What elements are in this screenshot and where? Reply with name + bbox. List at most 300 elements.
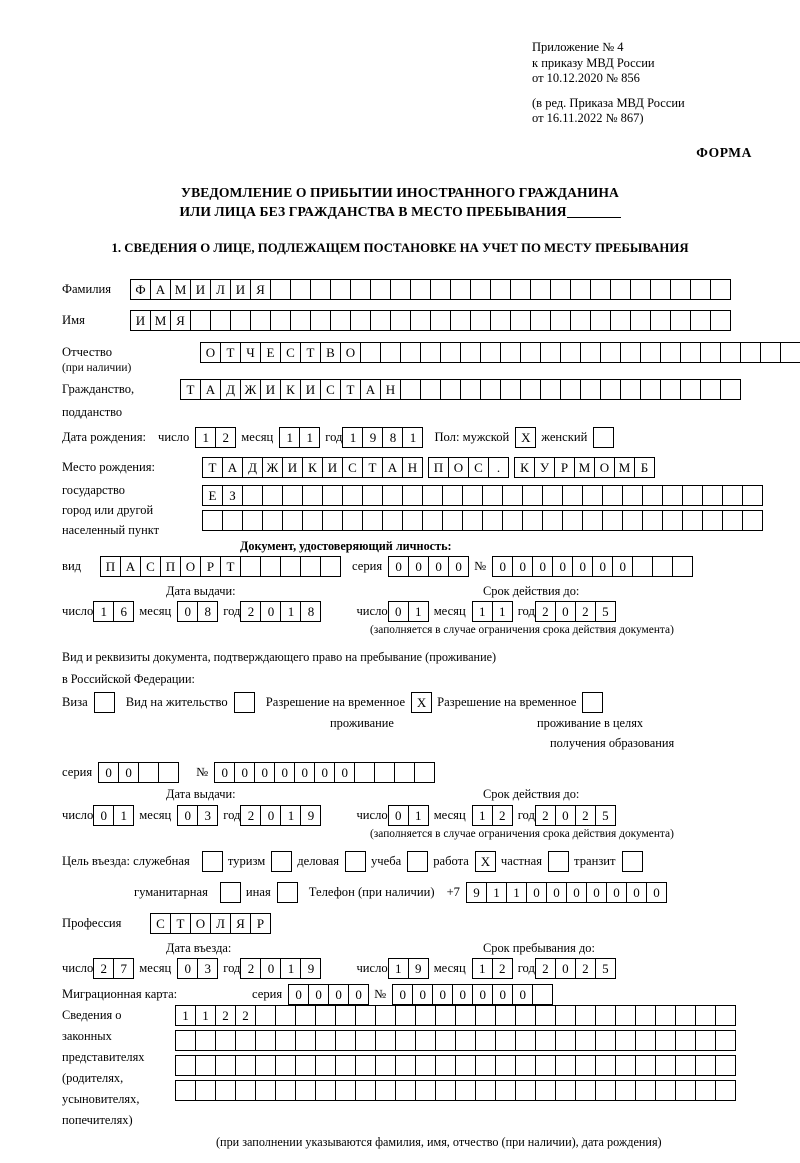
form-cell[interactable] <box>475 1055 496 1076</box>
form-cell[interactable] <box>522 485 543 506</box>
form-cell[interactable]: 2 <box>215 427 236 448</box>
permit-valid-day-input[interactable] <box>388 805 428 826</box>
form-cell[interactable]: 8 <box>300 601 321 622</box>
form-cell[interactable] <box>582 692 603 713</box>
form-cell[interactable]: М <box>150 310 171 331</box>
form-cell[interactable] <box>370 279 391 300</box>
form-cell[interactable] <box>760 342 781 363</box>
form-cell[interactable] <box>575 1030 596 1051</box>
form-cell[interactable] <box>555 1005 576 1026</box>
form-cell[interactable]: 0 <box>254 762 275 783</box>
form-cell[interactable] <box>548 851 569 872</box>
form-cell[interactable]: Т <box>202 457 223 478</box>
form-cell[interactable] <box>495 1030 516 1051</box>
purpose-humanitarian-checkbox[interactable] <box>220 882 240 903</box>
form-cell[interactable]: Т <box>220 342 241 363</box>
form-cell[interactable]: 0 <box>260 805 281 826</box>
patronymic-input[interactable] <box>200 342 800 363</box>
form-cell[interactable]: 0 <box>512 984 533 1005</box>
form-cell[interactable]: 0 <box>260 958 281 979</box>
form-cell[interactable] <box>440 342 461 363</box>
form-cell[interactable] <box>575 1055 596 1076</box>
form-cell[interactable]: 0 <box>492 984 513 1005</box>
form-cell[interactable] <box>415 1005 436 1026</box>
form-cell[interactable] <box>515 1055 536 1076</box>
form-cell[interactable] <box>175 1080 196 1101</box>
form-cell[interactable]: Т <box>362 457 383 478</box>
form-cell[interactable] <box>615 1055 636 1076</box>
migration-series-input[interactable] <box>288 984 368 1005</box>
form-cell[interactable] <box>615 1030 636 1051</box>
form-cell[interactable] <box>262 485 283 506</box>
legal-reps-input-1[interactable] <box>175 1005 735 1026</box>
form-cell[interactable] <box>595 1080 616 1101</box>
form-cell[interactable] <box>290 279 311 300</box>
form-cell[interactable]: 0 <box>555 805 576 826</box>
form-cell[interactable]: 1 <box>388 958 409 979</box>
birth-day-input[interactable] <box>195 427 235 448</box>
form-cell[interactable] <box>580 342 601 363</box>
form-cell[interactable] <box>210 310 231 331</box>
form-cell[interactable] <box>400 379 421 400</box>
form-cell[interactable] <box>362 510 383 531</box>
form-cell[interactable]: 8 <box>197 601 218 622</box>
form-cell[interactable] <box>242 510 263 531</box>
temp-permit-checkbox[interactable] <box>411 692 431 713</box>
form-cell[interactable] <box>355 1005 376 1026</box>
form-cell[interactable]: Я <box>250 279 271 300</box>
permit-issue-day-input[interactable] <box>93 805 133 826</box>
form-cell[interactable] <box>315 1055 336 1076</box>
form-cell[interactable] <box>158 762 179 783</box>
form-cell[interactable] <box>315 1030 336 1051</box>
form-cell[interactable] <box>234 692 255 713</box>
form-cell[interactable]: Ф <box>130 279 151 300</box>
form-cell[interactable] <box>322 510 343 531</box>
form-cell[interactable] <box>255 1005 276 1026</box>
purpose-study-checkbox[interactable] <box>407 851 427 872</box>
form-cell[interactable] <box>622 485 643 506</box>
form-cell[interactable] <box>450 310 471 331</box>
birthplace-city-row3-input[interactable] <box>202 510 762 531</box>
form-cell[interactable] <box>482 510 503 531</box>
form-cell[interactable]: 0 <box>448 556 469 577</box>
form-cell[interactable]: О <box>180 556 201 577</box>
form-cell[interactable]: 0 <box>626 882 647 903</box>
form-cell[interactable] <box>342 510 363 531</box>
purpose-other-checkbox[interactable] <box>277 882 297 903</box>
form-cell[interactable]: 0 <box>566 882 587 903</box>
form-cell[interactable] <box>570 279 591 300</box>
edu-permit-checkbox[interactable] <box>582 692 602 713</box>
form-cell[interactable] <box>350 279 371 300</box>
form-cell[interactable] <box>602 485 623 506</box>
form-cell[interactable]: 0 <box>177 601 198 622</box>
form-cell[interactable] <box>655 1030 676 1051</box>
form-cell[interactable] <box>355 1080 376 1101</box>
form-cell[interactable] <box>495 1055 516 1076</box>
legal-reps-input-2[interactable] <box>175 1030 735 1051</box>
form-cell[interactable] <box>370 310 391 331</box>
form-cell[interactable] <box>290 310 311 331</box>
form-cell[interactable]: 0 <box>214 762 235 783</box>
form-cell[interactable]: 9 <box>466 882 487 903</box>
form-cell[interactable] <box>275 1080 296 1101</box>
form-cell[interactable] <box>420 379 441 400</box>
profession-input[interactable] <box>150 913 270 934</box>
form-cell[interactable] <box>470 310 491 331</box>
form-cell[interactable] <box>470 279 491 300</box>
form-cell[interactable] <box>335 1080 356 1101</box>
form-cell[interactable] <box>240 556 261 577</box>
form-cell[interactable] <box>515 1030 536 1051</box>
doc-type-input[interactable] <box>100 556 340 577</box>
form-cell[interactable] <box>660 379 681 400</box>
form-cell[interactable] <box>522 510 543 531</box>
form-cell[interactable] <box>375 1030 396 1051</box>
form-cell[interactable] <box>382 510 403 531</box>
form-cell[interactable] <box>722 485 743 506</box>
form-cell[interactable]: К <box>302 457 323 478</box>
form-cell[interactable]: П <box>160 556 181 577</box>
form-cell[interactable] <box>435 1030 456 1051</box>
form-cell[interactable]: 2 <box>93 958 114 979</box>
form-cell[interactable] <box>335 1030 356 1051</box>
form-cell[interactable] <box>270 310 291 331</box>
form-cell[interactable]: 3 <box>197 805 218 826</box>
form-cell[interactable]: У <box>534 457 555 478</box>
form-cell[interactable] <box>700 342 721 363</box>
form-cell[interactable] <box>242 485 263 506</box>
form-cell[interactable]: М <box>614 457 635 478</box>
form-cell[interactable]: 0 <box>408 556 429 577</box>
form-cell[interactable] <box>350 310 371 331</box>
form-cell[interactable] <box>94 692 115 713</box>
form-cell[interactable]: В <box>320 342 341 363</box>
form-cell[interactable]: 1 <box>280 958 301 979</box>
form-cell[interactable] <box>695 1055 716 1076</box>
form-cell[interactable]: О <box>448 457 469 478</box>
form-cell[interactable]: Р <box>200 556 221 577</box>
form-cell[interactable]: 2 <box>535 601 556 622</box>
form-cell[interactable] <box>742 510 763 531</box>
form-cell[interactable]: 1 <box>342 427 363 448</box>
form-cell[interactable] <box>230 310 251 331</box>
form-cell[interactable] <box>202 851 223 872</box>
form-cell[interactable]: 0 <box>646 882 667 903</box>
doc-issue-day-input[interactable] <box>93 601 133 622</box>
form-cell[interactable] <box>595 1005 616 1026</box>
form-cell[interactable] <box>462 510 483 531</box>
form-cell[interactable]: 0 <box>492 556 513 577</box>
form-cell[interactable]: X <box>515 427 536 448</box>
form-cell[interactable]: 0 <box>432 984 453 1005</box>
form-cell[interactable] <box>620 379 641 400</box>
form-cell[interactable]: 0 <box>546 882 567 903</box>
form-cell[interactable]: 1 <box>492 601 513 622</box>
form-cell[interactable] <box>342 485 363 506</box>
doc-series-input[interactable] <box>388 556 468 577</box>
form-cell[interactable] <box>275 1005 296 1026</box>
form-cell[interactable] <box>394 762 415 783</box>
form-cell[interactable] <box>615 1005 636 1026</box>
form-cell[interactable] <box>510 279 531 300</box>
form-cell[interactable]: 5 <box>595 805 616 826</box>
form-cell[interactable]: Е <box>202 485 223 506</box>
form-cell[interactable] <box>642 485 663 506</box>
form-cell[interactable] <box>715 1055 736 1076</box>
form-cell[interactable]: 0 <box>308 984 329 1005</box>
purpose-business-checkbox[interactable] <box>345 851 365 872</box>
form-cell[interactable] <box>390 279 411 300</box>
form-cell[interactable] <box>480 342 501 363</box>
form-cell[interactable]: Т <box>340 379 361 400</box>
form-cell[interactable]: 0 <box>118 762 139 783</box>
form-cell[interactable]: М <box>574 457 595 478</box>
birth-year-input[interactable] <box>342 427 422 448</box>
form-cell[interactable]: Т <box>300 342 321 363</box>
form-cell[interactable]: 0 <box>612 556 633 577</box>
form-cell[interactable] <box>670 310 691 331</box>
form-cell[interactable]: 9 <box>362 427 383 448</box>
citizenship-input[interactable] <box>180 379 740 400</box>
form-cell[interactable] <box>255 1080 276 1101</box>
form-cell[interactable] <box>330 279 351 300</box>
stay-day-input[interactable] <box>388 958 428 979</box>
form-cell[interactable] <box>690 279 711 300</box>
form-cell[interactable]: Л <box>210 279 231 300</box>
form-cell[interactable]: Я <box>170 310 191 331</box>
form-cell[interactable] <box>215 1080 236 1101</box>
form-cell[interactable] <box>395 1055 416 1076</box>
form-cell[interactable] <box>630 310 651 331</box>
form-cell[interactable] <box>360 342 381 363</box>
form-cell[interactable] <box>440 379 461 400</box>
form-cell[interactable] <box>215 1055 236 1076</box>
form-cell[interactable]: 0 <box>586 882 607 903</box>
form-cell[interactable]: 0 <box>274 762 295 783</box>
form-cell[interactable]: 1 <box>472 958 493 979</box>
doc-valid-year-input[interactable] <box>535 601 615 622</box>
form-cell[interactable] <box>615 1080 636 1101</box>
form-cell[interactable]: 5 <box>595 601 616 622</box>
form-cell[interactable]: 2 <box>535 958 556 979</box>
form-cell[interactable] <box>435 1080 456 1101</box>
form-cell[interactable]: 0 <box>555 601 576 622</box>
form-cell[interactable] <box>655 1055 676 1076</box>
form-cell[interactable]: Е <box>260 342 281 363</box>
form-cell[interactable] <box>250 310 271 331</box>
form-cell[interactable]: 0 <box>260 601 281 622</box>
form-cell[interactable] <box>335 1055 356 1076</box>
form-cell[interactable] <box>345 851 366 872</box>
form-cell[interactable] <box>354 762 375 783</box>
form-cell[interactable] <box>682 485 703 506</box>
form-cell[interactable] <box>295 1005 316 1026</box>
form-cell[interactable]: 2 <box>240 601 261 622</box>
form-cell[interactable] <box>535 1005 556 1026</box>
form-cell[interactable] <box>395 1080 416 1101</box>
form-cell[interactable]: А <box>382 457 403 478</box>
legal-reps-input-4[interactable] <box>175 1080 735 1101</box>
form-cell[interactable] <box>610 279 631 300</box>
form-cell[interactable] <box>275 1030 296 1051</box>
form-cell[interactable] <box>455 1005 476 1026</box>
form-cell[interactable]: 0 <box>334 762 355 783</box>
form-cell[interactable]: Н <box>402 457 423 478</box>
form-cell[interactable] <box>475 1005 496 1026</box>
form-cell[interactable]: С <box>320 379 341 400</box>
form-cell[interactable]: И <box>230 279 251 300</box>
form-cell[interactable] <box>635 1055 656 1076</box>
form-cell[interactable] <box>642 510 663 531</box>
visa-checkbox[interactable] <box>94 692 114 713</box>
form-cell[interactable]: 1 <box>280 601 301 622</box>
form-cell[interactable]: А <box>200 379 221 400</box>
form-cell[interactable] <box>702 485 723 506</box>
form-cell[interactable] <box>590 279 611 300</box>
form-cell[interactable] <box>582 510 603 531</box>
form-cell[interactable] <box>593 427 614 448</box>
form-cell[interactable] <box>435 1005 456 1026</box>
form-cell[interactable] <box>490 310 511 331</box>
form-cell[interactable] <box>675 1055 696 1076</box>
form-cell[interactable]: Ч <box>240 342 261 363</box>
form-cell[interactable] <box>235 1055 256 1076</box>
form-cell[interactable] <box>255 1055 276 1076</box>
phone-input[interactable] <box>466 882 666 903</box>
form-cell[interactable] <box>540 342 561 363</box>
name-input[interactable] <box>130 310 730 331</box>
form-cell[interactable] <box>482 485 503 506</box>
form-cell[interactable] <box>310 310 331 331</box>
birthplace-city-input-b[interactable] <box>514 457 654 478</box>
form-cell[interactable] <box>415 1080 436 1101</box>
form-cell[interactable] <box>715 1030 736 1051</box>
form-cell[interactable] <box>442 510 463 531</box>
form-cell[interactable] <box>575 1080 596 1101</box>
form-cell[interactable] <box>530 279 551 300</box>
form-cell[interactable]: Д <box>220 379 241 400</box>
form-cell[interactable] <box>355 1030 376 1051</box>
form-cell[interactable]: Я <box>230 913 251 934</box>
form-cell[interactable]: Ж <box>240 379 261 400</box>
form-cell[interactable] <box>650 279 671 300</box>
form-cell[interactable]: И <box>260 379 281 400</box>
form-cell[interactable] <box>555 1030 576 1051</box>
purpose-official-checkbox[interactable] <box>202 851 222 872</box>
form-cell[interactable]: С <box>150 913 171 934</box>
form-cell[interactable]: 9 <box>300 958 321 979</box>
form-cell[interactable]: 0 <box>572 556 593 577</box>
form-cell[interactable] <box>430 310 451 331</box>
sex-female-checkbox[interactable] <box>593 427 613 448</box>
form-cell[interactable] <box>640 342 661 363</box>
form-cell[interactable]: 0 <box>555 958 576 979</box>
form-cell[interactable] <box>695 1030 716 1051</box>
entry-day-input[interactable] <box>93 958 133 979</box>
form-cell[interactable] <box>407 851 428 872</box>
form-cell[interactable]: 2 <box>235 1005 256 1026</box>
form-cell[interactable]: 1 <box>472 805 493 826</box>
form-cell[interactable]: 0 <box>294 762 315 783</box>
form-cell[interactable] <box>215 1030 236 1051</box>
form-cell[interactable] <box>442 485 463 506</box>
form-cell[interactable]: Д <box>242 457 263 478</box>
form-cell[interactable]: И <box>282 457 303 478</box>
form-cell[interactable] <box>575 1005 596 1026</box>
legal-reps-input-3[interactable] <box>175 1055 735 1076</box>
form-cell[interactable]: 2 <box>240 805 261 826</box>
form-cell[interactable]: О <box>190 913 211 934</box>
form-cell[interactable]: 1 <box>486 882 507 903</box>
form-cell[interactable] <box>335 1005 356 1026</box>
form-cell[interactable] <box>675 1030 696 1051</box>
form-cell[interactable]: 2 <box>535 805 556 826</box>
form-cell[interactable] <box>282 510 303 531</box>
form-cell[interactable] <box>375 1080 396 1101</box>
form-cell[interactable]: 1 <box>408 601 429 622</box>
form-cell[interactable]: 2 <box>215 1005 236 1026</box>
form-cell[interactable] <box>420 342 441 363</box>
form-cell[interactable] <box>595 1055 616 1076</box>
form-cell[interactable] <box>455 1055 476 1076</box>
form-cell[interactable]: 0 <box>388 601 409 622</box>
permit-issue-month-input[interactable] <box>177 805 217 826</box>
form-cell[interactable] <box>310 279 331 300</box>
form-cell[interactable] <box>710 310 731 331</box>
form-cell[interactable] <box>680 342 701 363</box>
form-cell[interactable] <box>400 342 421 363</box>
form-cell[interactable] <box>222 510 243 531</box>
form-cell[interactable]: 0 <box>452 984 473 1005</box>
form-cell[interactable] <box>622 851 643 872</box>
form-cell[interactable] <box>480 379 501 400</box>
form-cell[interactable]: 0 <box>392 984 413 1005</box>
form-cell[interactable]: 2 <box>492 958 513 979</box>
entry-year-input[interactable] <box>240 958 320 979</box>
birthplace-city-row2-input[interactable] <box>202 485 762 506</box>
form-cell[interactable] <box>475 1030 496 1051</box>
form-cell[interactable] <box>375 1005 396 1026</box>
form-cell[interactable] <box>502 485 523 506</box>
form-cell[interactable] <box>202 510 223 531</box>
form-cell[interactable]: 1 <box>175 1005 196 1026</box>
form-cell[interactable] <box>780 342 800 363</box>
form-cell[interactable]: З <box>222 485 243 506</box>
form-cell[interactable] <box>330 310 351 331</box>
form-cell[interactable]: 0 <box>526 882 547 903</box>
form-cell[interactable]: 2 <box>575 601 596 622</box>
form-cell[interactable]: 0 <box>552 556 573 577</box>
form-cell[interactable]: . <box>488 457 509 478</box>
form-cell[interactable] <box>195 1030 216 1051</box>
form-cell[interactable]: 1 <box>279 427 300 448</box>
form-cell[interactable]: 1 <box>299 427 320 448</box>
form-cell[interactable]: С <box>342 457 363 478</box>
form-cell[interactable]: 1 <box>195 1005 216 1026</box>
doc-issue-month-input[interactable] <box>177 601 217 622</box>
form-cell[interactable] <box>475 1080 496 1101</box>
form-cell[interactable] <box>415 1030 436 1051</box>
form-cell[interactable] <box>662 510 683 531</box>
form-cell[interactable] <box>235 1030 256 1051</box>
doc-number-input[interactable] <box>492 556 692 577</box>
form-cell[interactable] <box>540 379 561 400</box>
form-cell[interactable] <box>455 1030 476 1051</box>
form-cell[interactable] <box>195 1080 216 1101</box>
purpose-tourism-checkbox[interactable] <box>271 851 291 872</box>
